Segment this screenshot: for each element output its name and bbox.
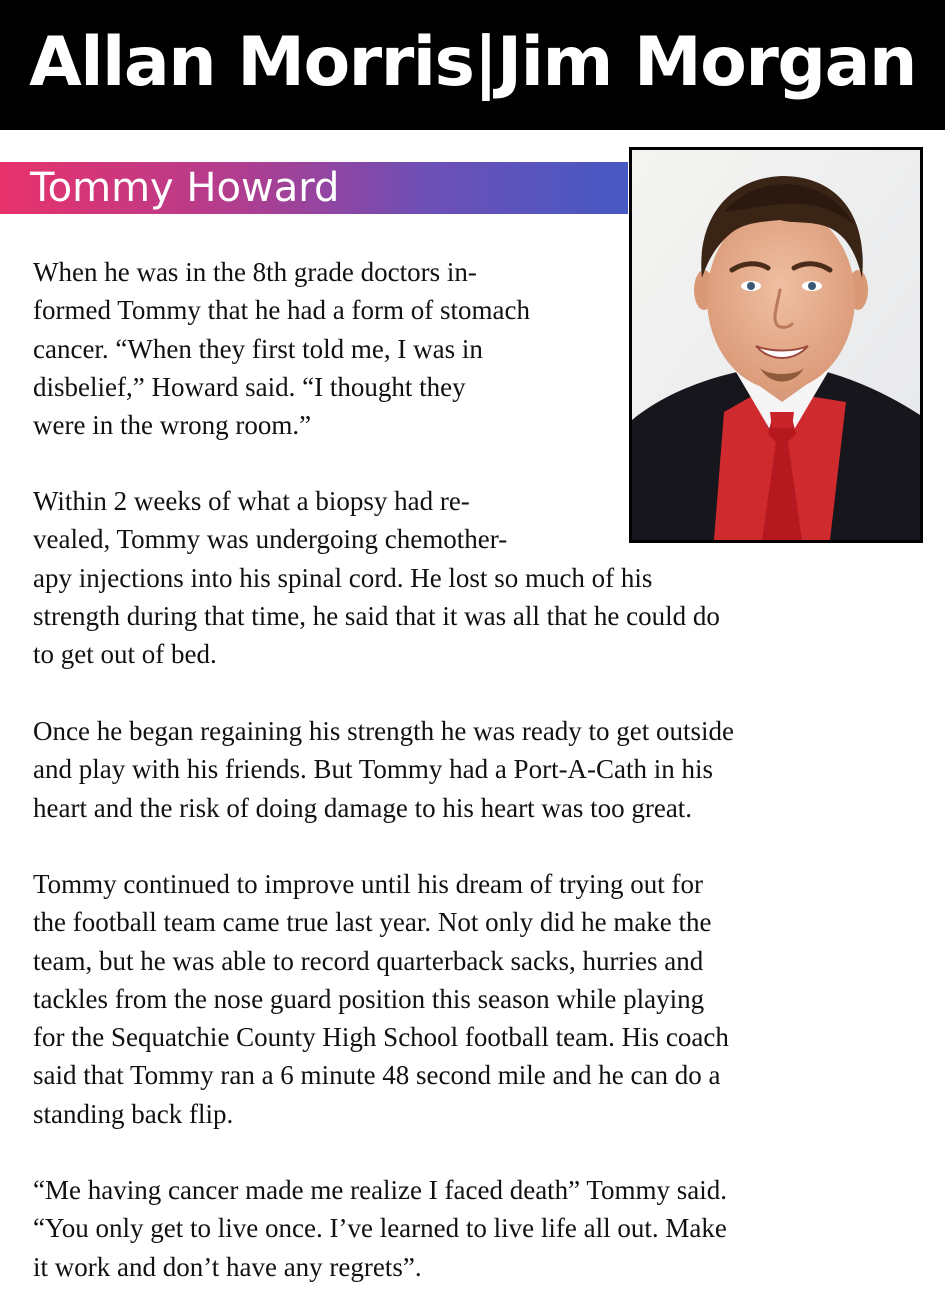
page-title: Allan Morris|Jim Morgan bbox=[29, 23, 916, 102]
name-banner bbox=[0, 162, 628, 214]
article-paragraph-2 bbox=[33, 482, 720, 673]
text-line: “You only get to live once. I’ve learned to live life all out. Make bbox=[33, 1213, 727, 1244]
text-line: “Me having cancer made me realize I faced death” Tommy said. bbox=[33, 1175, 728, 1205]
text-line: Once he began regaining his strength he was ready to get outside bbox=[33, 716, 735, 746]
text-line: team, but he was able to record quarterback sacks, hurries and bbox=[33, 945, 704, 976]
text-line: for the Sequatchie County High School football team. His coach bbox=[33, 1022, 729, 1053]
article-paragraph-3 bbox=[33, 712, 734, 827]
text-line: Tommy continued to improve until his dream of trying out for bbox=[33, 869, 704, 899]
text-line: When he was in the 8th grade doctors in- bbox=[33, 257, 477, 287]
article-paragraph-4 bbox=[33, 865, 729, 1133]
text-line: cancer. “When they first told me, I was in bbox=[33, 333, 483, 364]
text-line: it work and don’t have any regrets”. bbox=[33, 1251, 422, 1282]
text-line: the football team came true last year. Not only did he make the bbox=[33, 907, 712, 938]
article-paragraph-1 bbox=[33, 253, 530, 444]
text-line: disbelief,” Howard said. “I thought they bbox=[33, 371, 466, 402]
text-line: formed Tommy that he had a form of stomach bbox=[33, 295, 530, 326]
text-line: apy injections into his spinal cord. He lost so much of his bbox=[33, 562, 653, 593]
text-line: and play with his friends. But Tommy had a Port-A-Cath in his bbox=[33, 754, 714, 785]
text-line: heart and the risk of doing damage to his heart was too great. bbox=[33, 792, 693, 823]
text-line: strength during that time, he said that it was all that he could do bbox=[33, 600, 720, 631]
text-line: to get out of bed. bbox=[33, 639, 217, 670]
text-line: tackles from the nose guard position this season while playing bbox=[33, 983, 705, 1014]
text-line: said that Tommy ran a 6 minute 48 second mile and he can do a bbox=[33, 1060, 721, 1091]
text-line: Within 2 weeks of what a biopsy had re- bbox=[33, 486, 470, 516]
profile-name: Tommy Howard bbox=[30, 165, 340, 211]
article-paragraph-5 bbox=[33, 1171, 727, 1286]
text-line: were in the wrong room.” bbox=[33, 410, 312, 441]
text-line: standing back flip. bbox=[33, 1098, 234, 1129]
text-line: vealed, Tommy was undergoing chemother- bbox=[33, 524, 508, 555]
header-bar bbox=[0, 0, 945, 130]
